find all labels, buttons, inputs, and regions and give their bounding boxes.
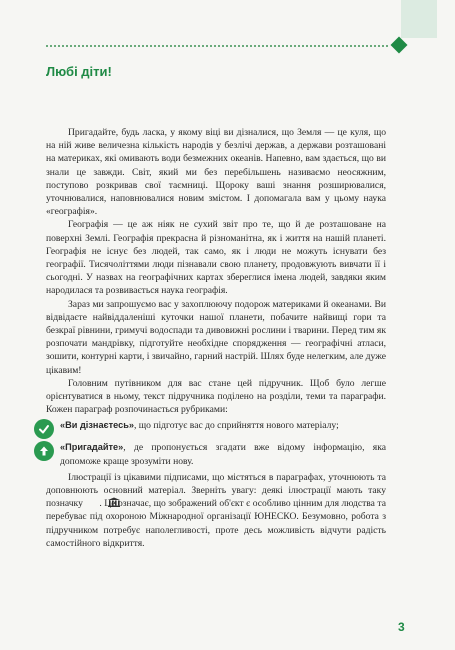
rubric-label-recall: «Пригадайте» — [60, 442, 124, 453]
rubric-desc-recall: , де пропонується згадати вже відому інформацію, яка допоможе краще зрозуміти нову. — [60, 442, 386, 467]
header-dotted-rule — [46, 45, 388, 47]
paragraph-5-end: . Це означає, що зображений об'єкт є особливо цінним для людства та перебуває під охороною Міжнародної організації ЮНЕСКО. Безумовно, робота з підручником потребує наполегливості, проте десь можливість відчути радість самостійного відкриття. — [46, 498, 386, 549]
unesco-heritage-icon — [85, 497, 99, 507]
rubric-text-learn — [60, 419, 386, 432]
rubric-text-recall — [60, 441, 386, 467]
rubric-item-recall — [46, 441, 386, 467]
diamond-marker-icon — [391, 37, 408, 54]
rubric-desc-learn: , що підготує вас до сприйняття нового матеріалу; — [133, 420, 339, 432]
checkmark-icon — [34, 419, 54, 439]
paragraph-5-start: Ілюстрації із цікавими підписами, що містяться в параграфах, уточнюють та доповнюють основний матеріал. Зверніть увагу: деякі ілюстрації мають таку позначку — [46, 471, 386, 510]
body-text — [46, 126, 386, 550]
lightbulb-icon — [34, 441, 54, 461]
paragraph-1: Пригадайте, будь ласка, у якому віці ви дізналися, що Земля — це куля, що на ній живе величезна кількість народів у безлічі держав, а держави розташовані на материках, які омивають води безмежних океанів. Напевно, вам здається, що ви знали це завжди. Світ, який ми без перебільшень називаємо неосяжним, поступово розкривав свої таємниці. Щороку ваші знання розширювалися, уточнювалися, наповнювалися новим змістом. І допомагала вам у цьому наука «географія». — [46, 127, 386, 218]
page-title: Любі діти! — [46, 64, 112, 79]
paragraph-4: Головним путівником для вас стане цей підручник. Щоб було легше орієнтуватися в ньому, текст підручника поділено на розділи, теми та параграфи. Кожен параграф розпочинається рубриками: — [46, 377, 386, 416]
paragraph-3: Зараз ми запрошуємо вас у захоплюючу подорож материками й океанами. Ви відвідаєте найвіддаленіші куточки нашої планети, побачите найвищі гори та безкраї рівнини, гримучі водоспади та дивовижні рослини і тварини. Перед тим як розпочати мандрівку, підготуйте необхідне спорядження — географічні атласи, зошити, контурні карти, і звичайно, гарний настрій. Шлях буде нелегким, але дуже цікавим! — [46, 298, 386, 376]
rubric-item-learn — [46, 419, 386, 439]
paragraph-2: Географія — це аж ніяк не сухий звіт про те, що й де розташоване на поверхні Землі. Географія прекрасна й різноманітна, як і життя на нашій планеті. Географія не існує без людей, так само, як і люди не можуть існувати без географії. Тисячоліттями люди пізнавали свою планету, продовжують вивчати її і сьогодні. У назвах на географічних картах збереглися імена людей, завдяки яким народилася та розвивається наука географія. — [46, 219, 386, 297]
page-number: 3 — [398, 620, 405, 634]
rubric-list — [46, 419, 386, 467]
page-corner-tab — [401, 0, 437, 38]
rubric-label-learn: «Ви дізнаєтесь» — [60, 420, 134, 431]
paragraph-5 — [46, 471, 386, 550]
